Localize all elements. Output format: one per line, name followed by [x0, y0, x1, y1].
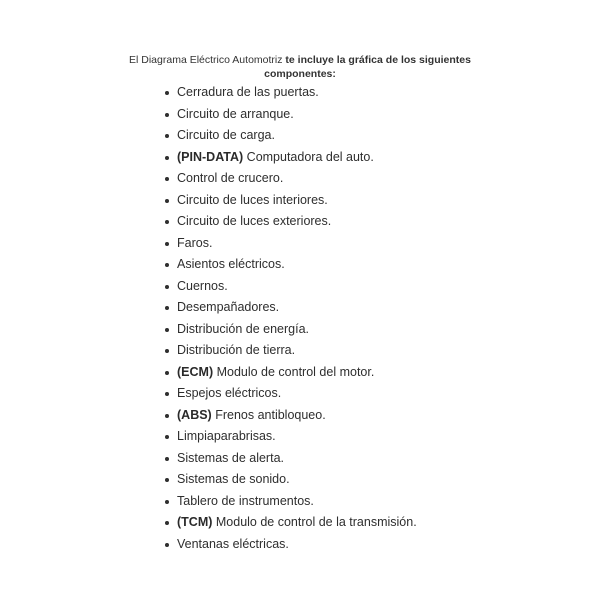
item-code: (PIN-DATA) — [177, 149, 244, 164]
list-item — [162, 405, 417, 427]
list-item — [162, 491, 417, 513]
list-item — [162, 340, 417, 362]
bullet-icon — [165, 414, 169, 418]
bullet-icon — [165, 392, 169, 396]
item-text: Sistemas de sonido. — [177, 472, 290, 486]
bullet-icon — [165, 457, 169, 461]
item-text: Circuito de carga. — [177, 128, 275, 142]
item-code: (ABS) — [177, 407, 212, 422]
item-text: Modulo de control del motor. — [213, 364, 375, 379]
components-list — [162, 82, 417, 555]
bullet-icon — [165, 371, 169, 375]
item-text: Control de crucero. — [177, 171, 284, 185]
bullet-icon — [165, 134, 169, 138]
item-text: Circuito de luces interiores. — [177, 192, 328, 207]
list-item — [162, 534, 417, 556]
list-item — [162, 190, 417, 212]
item-text: Espejos eléctricos. — [177, 386, 282, 400]
item-text: Asientos eléctricos. — [177, 257, 285, 271]
bullet-icon — [165, 113, 169, 117]
bullet-icon — [165, 349, 169, 353]
item-text: Limpiaparabrisas. — [177, 429, 276, 443]
list-item — [162, 362, 417, 384]
item-text: Sistemas de alerta. — [177, 450, 284, 465]
list-item — [162, 383, 417, 405]
item-text: Desempañadores. — [177, 300, 280, 314]
bullet-icon — [165, 285, 169, 289]
list-item — [162, 104, 417, 126]
item-text: Ventanas eléctricas. — [177, 536, 289, 551]
bullet-icon — [165, 199, 169, 203]
intro-text — [110, 53, 490, 81]
item-code: (ECM) — [177, 364, 214, 379]
list-item — [162, 168, 417, 190]
item-text: Distribución de tierra. — [177, 343, 296, 357]
item-text: Frenos antibloqueo. — [211, 407, 326, 422]
item-text: Cuernos. — [177, 278, 228, 293]
bullet-icon — [165, 543, 169, 547]
bullet-icon — [165, 242, 169, 246]
list-item — [162, 276, 417, 298]
list-item — [162, 469, 417, 491]
bullet-icon — [165, 500, 169, 504]
list-item — [162, 254, 417, 276]
list-item — [162, 125, 417, 147]
bullet-icon — [165, 521, 169, 525]
item-text: Circuito de arranque. — [177, 106, 294, 121]
bullet-icon — [165, 328, 169, 332]
item-text: Circuito de luces exteriores. — [177, 214, 332, 228]
list-item — [162, 319, 417, 341]
bullet-icon — [165, 220, 169, 224]
list-item — [162, 512, 417, 534]
bullet-icon — [165, 91, 169, 95]
bullet-icon — [165, 177, 169, 181]
bullet-icon — [165, 435, 169, 439]
list-item — [162, 297, 417, 319]
list-item — [162, 448, 417, 470]
list-item — [162, 147, 417, 169]
bullet-icon — [165, 263, 169, 267]
bullet-icon — [165, 156, 169, 160]
item-text: Computadora del auto. — [243, 149, 374, 164]
item-text: Cerradura de las puertas. — [177, 85, 319, 99]
bullet-icon — [165, 306, 169, 310]
list-item — [162, 82, 417, 104]
item-text: Modulo de control de la transmisión. — [212, 515, 417, 529]
intro-bold: te incluye la gráfica de los siguientes componentes: — [264, 53, 471, 80]
bullet-icon — [165, 478, 169, 482]
intro-normal: El Diagrama Eléctrico Automotriz — [129, 53, 286, 66]
list-item — [162, 426, 417, 448]
item-text: Tablero de instrumentos. — [177, 493, 314, 508]
item-text: Distribución de energía. — [177, 321, 310, 336]
list-item — [162, 211, 417, 233]
list-item — [162, 233, 417, 255]
item-text: Faros. — [177, 235, 213, 250]
item-code: (TCM) — [177, 515, 213, 529]
